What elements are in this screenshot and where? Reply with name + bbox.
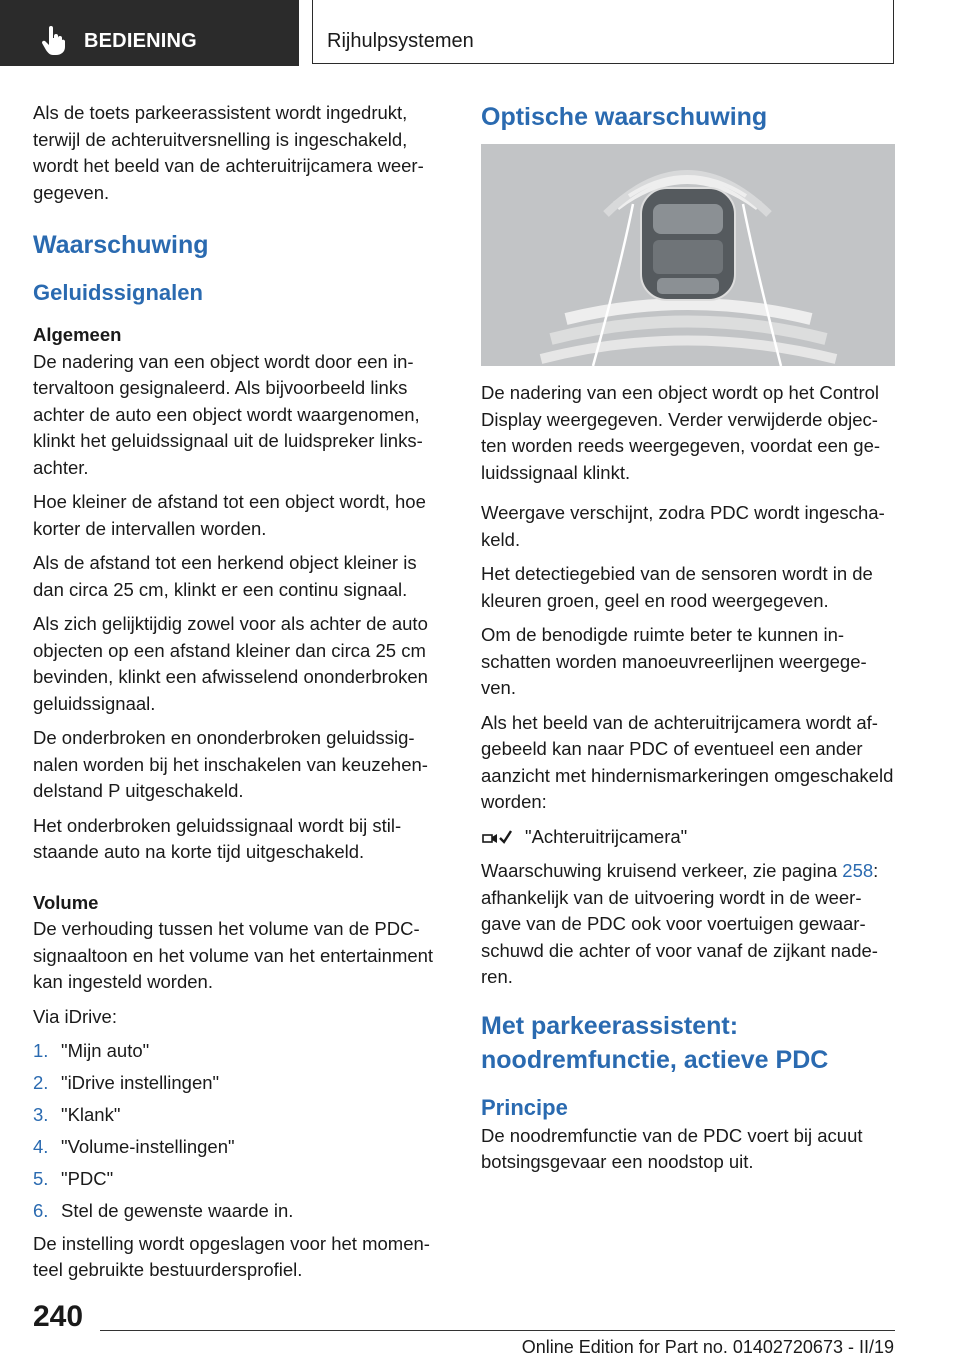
paragraph: Het onderbroken geluidssignaal wordt bij stilstaande auto na korte tijd uitgeschakeld. <box>33 814 402 862</box>
heading-optical-warning: Optische waarschuwing <box>481 103 768 131</box>
footer-divider <box>100 1330 895 1331</box>
paragraph: De noodremfunctie van de PDC voert bij acuut botsingsgevaar een noodstop uit. <box>481 1124 863 1172</box>
paragraph: De verhouding tussen het volume van de PDC-signaaltoon en het volume van het entertainment kan ingesteld worden. <box>33 918 434 992</box>
heading-volume: Volume <box>33 891 99 913</box>
paragraph: Als zich gelijktijdig zowel voor als achter de auto objecten op een afstand kleiner dan circa 25 cm bevinden, klinkt een afwisselend ononderbroken geluidssignaal. <box>33 613 428 714</box>
page-number: 240 <box>33 1300 84 1333</box>
section-title: BEDIENING <box>84 30 197 52</box>
list-item <box>33 1198 447 1225</box>
step-text: Stel de gewenste waarde in. <box>61 1200 294 1221</box>
step-text: "PDC" <box>61 1168 114 1189</box>
paragraph: Het detectiegebied van de sensoren wordt in de kleuren groen, geel en rood weergegeven. <box>481 563 873 611</box>
intro-paragraph: Als de toets parkeerassistent wordt ingedrukt, terwijl de achteruitversnelling is ingeschakeld, wordt het beeld van de achteruitrijcamera weergegeven. <box>33 102 424 203</box>
heading-parking-assistant: Met parkeerassistent: noodremfunctie, actieve PDC <box>481 1011 829 1074</box>
step-number: 4. <box>33 1136 49 1157</box>
step-number: 1. <box>33 1040 49 1061</box>
list-item <box>33 1134 447 1161</box>
paragraph: Via iDrive: <box>33 1005 117 1027</box>
edition-note: Online Edition for Part no. 01402720673 - II/19 <box>521 1337 894 1357</box>
pdc-display-image <box>481 144 895 366</box>
paragraph: De nadering van een object wordt op het Control Display weergegeven. Verder verwijderde objecten worden reeds weergegeven, voordat een geluidssignaal klinkt. <box>481 382 881 483</box>
left-column <box>33 100 447 1292</box>
step-text: "Mijn auto" <box>61 1040 150 1061</box>
step-text: "Klank" <box>61 1104 121 1125</box>
rear-camera-icon <box>481 828 513 848</box>
heading-warning: Waarschuwing <box>33 231 209 259</box>
heading-sound-signals: Geluidssignalen <box>33 280 203 305</box>
paragraph: De onderbroken en ononderbroken geluidssignalen worden bij het inschakelen van keuzehendelstand P uitgeschakeld. <box>33 727 428 801</box>
hand-pointer-icon <box>38 25 68 55</box>
section-tab <box>0 0 299 66</box>
paragraph: Hoe kleiner de afstand tot een object wordt, hoe korter de intervallen worden. <box>33 491 426 539</box>
chapter-title: Rijhulpsystemen <box>327 30 474 52</box>
heading-principle: Principe <box>481 1094 568 1120</box>
step-text: "Volume-instellingen" <box>61 1136 235 1157</box>
paragraph: De nadering van een object wordt door een intervaltoon gesignaleerd. Als bijvoorbeeld links achter de auto een object wordt waargenomen, klinkt het geluidssignaal uit de luidspreker linksachter. <box>33 350 423 478</box>
step-text: "iDrive instellingen" <box>61 1072 220 1093</box>
paragraph: Om de benodigde ruimte beter te kunnen inschatten worden manoeuvreerlijnen weergegeven. <box>481 624 867 698</box>
list-item <box>33 1038 447 1065</box>
paragraph: Waarschuwing kruisend verkeer, zie pagina 258: afhankelijk van de uitvoering wordt in de weergave van de PDC ook voor voertuigen gewaarschuwd die achter of voor vanaf de zijkant naderen. <box>481 860 879 987</box>
right-column <box>481 100 895 1184</box>
paragraph: Weergave verschijnt, zodra PDC wordt ingeschakeld. <box>481 502 885 550</box>
idrive-steps-list <box>33 1038 447 1225</box>
pdc-car-illustration <box>481 144 895 366</box>
chapter-box <box>312 0 894 64</box>
list-item <box>33 1166 447 1193</box>
paragraph: De instelling wordt opgeslagen voor het momenteel gebruikte bestuurdersprofiel. <box>33 1232 430 1280</box>
step-number: 6. <box>33 1200 49 1221</box>
camera-option-label: "Achteruitrijcamera" <box>525 825 688 847</box>
step-number: 2. <box>33 1072 49 1093</box>
paragraph: Als de afstand tot een herkend object kleiner is dan circa 25 cm, klinkt er een continu signaal. <box>33 552 417 600</box>
list-item <box>33 1070 447 1097</box>
page-link-258[interactable]: 258 <box>842 860 874 881</box>
heading-general: Algemeen <box>33 324 122 345</box>
step-number: 5. <box>33 1168 49 1189</box>
camera-option-line <box>481 824 895 851</box>
step-number: 3. <box>33 1104 49 1125</box>
paragraph: Als het beeld van de achteruitrijcamera wordt afgebeeld kan naar PDC of eventueel een ander aanzicht met hindernismarkeringen omgeschakeld worden: <box>481 711 894 812</box>
list-item <box>33 1102 447 1129</box>
